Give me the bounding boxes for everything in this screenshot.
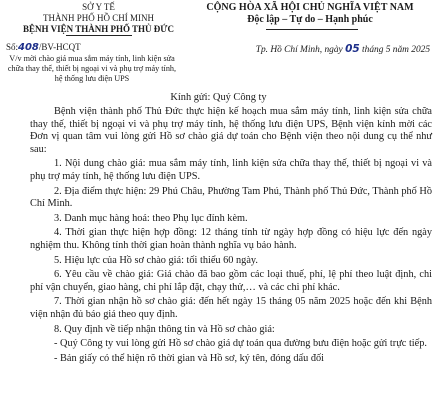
city-name: THÀNH PHỐ HỒ CHÍ MINH bbox=[43, 13, 154, 23]
list-item-1: 1. Nội dung chào giá: mua sắm máy tính, linh kiện sửa chữa thay thế, thiết bị ngoại vi và phụ trợ máy tính, hệ thống lưu điện UPS. bbox=[30, 158, 432, 182]
document-number-prefix: Số: bbox=[6, 42, 19, 52]
list-item-8a: - Quý Công ty vui lòng gửi Hồ sơ chào giá dự toán qua đường bưu điện hoặc gửi trực tiếp. bbox=[54, 338, 427, 350]
document-subject: V/v mời chào giá mua sắm máy tính, linh kiện sửa chữa thay thế, thiết bị ngoại vi và phụ trợ máy tính, hệ thống lưu điện UPS bbox=[7, 54, 177, 83]
date-prefix: Tp. Hồ Chí Minh, ngày bbox=[255, 45, 343, 55]
national-motto: Độc lập – Tự do – Hạnh phúc bbox=[247, 14, 373, 25]
greeting-line: Kính gửi: Quý Công ty bbox=[170, 92, 267, 103]
national-header bbox=[190, 2, 430, 26]
list-item-8: 8. Quy định về tiếp nhận thông tin và Hồ sơ chào giá: bbox=[54, 323, 275, 335]
date-suffix: tháng 5 năm 2025 bbox=[362, 45, 430, 55]
document-number-handwritten: 408 bbox=[18, 42, 39, 53]
document-number-suffix: /BV-HCQT bbox=[38, 42, 81, 52]
list-item-6: 6. Yêu cầu về chào giá: Giá chào đã bao gồm các loại thuế, phí, lệ phí theo luật định, chi phí vận chuyển, giao hàng, chi phí lắp đặt, chạy thử,… và các chi phí khác. bbox=[30, 269, 432, 293]
header-left-underline bbox=[66, 35, 132, 36]
department-name: SỞ Y TẾ bbox=[82, 2, 115, 12]
intro-paragraph: Bệnh viện thành phố Thủ Đức thực hiện kế hoạch mua sắm máy tính, linh kiện sửa chữa thay thế, thiết bị ngoại vi và phụ trợ máy tính, hệ thống lưu điện UPS, Bệnh viện kính mời các Đơn vị quan tâm vui lòng gửi Hồ sơ chào giá dự toán cho Bệnh viện theo nội dung cụ thể như sau: bbox=[30, 106, 432, 155]
list-item-7: 7. Thời gian nhận hồ sơ chào giá: đến hết ngày 15 tháng 05 năm 2025 hoặc đến khi Bệnh viện nhận đủ báo giá theo quy định. bbox=[30, 296, 432, 320]
hospital-name: BỆNH VIỆN THÀNH PHỐ THỦ ĐỨC bbox=[23, 24, 174, 34]
list-item-2: 2. Địa điểm thực hiện: 29 Phú Châu, Phường Tam Phú, Thành phố Thủ Đức, Thành phố Hồ Chí Minh. bbox=[30, 185, 432, 210]
date-day-handwritten: 05 bbox=[345, 43, 360, 55]
list-item-5: 5. Hiệu lực của Hồ sơ chào giá: tối thiểu 60 ngày. bbox=[54, 254, 258, 266]
list-item-8b: - Bản giấy có thể hiện rõ thời gian và Hồ sơ, ký tên, đóng dấu đối bbox=[54, 352, 324, 364]
letter-body bbox=[30, 106, 432, 365]
document-date bbox=[200, 43, 430, 55]
list-item-4: 4. Thời gian thực hiện hợp đồng: 12 tháng tính từ ngày hợp đồng có hiệu lực đến ngày nghiệm thu. Không tính thời gian hoàn thành nghĩa vụ bảo hành. bbox=[30, 227, 432, 251]
national-title: CỘNG HÒA XÃ HỘI CHỦ NGHĨA VIỆT NAM bbox=[206, 2, 414, 13]
list-item-3: 3. Danh mục hàng hoá: theo Phụ lục đính kèm. bbox=[54, 212, 248, 224]
document-number bbox=[6, 42, 81, 53]
header-right-underline bbox=[266, 29, 358, 30]
issuing-agency-header bbox=[6, 2, 191, 35]
